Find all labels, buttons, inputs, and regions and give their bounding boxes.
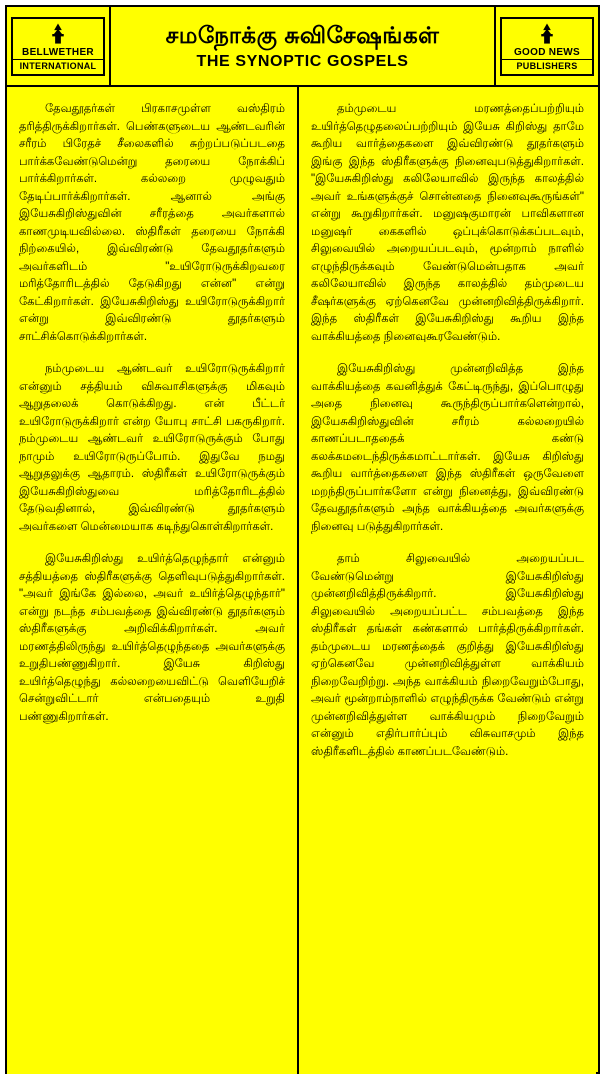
paragraph: நம்முடைய ஆண்டவர் உயிரோடுருக்கிறார் என்னும் சத்தியம் விசுவாசிகளுக்கு மிகவும் ஆறுதலைக் கொடுக்கிறது. என் பீட்டர் உயிரோடுருக்கிறார் என்ற யோபு சாட்சி பகருகிறார். நம்முடைய ஆண்டவர் உயிரோடுருக்கும் போது நாமும் உயிரோடுருப்போம். இதுவே நமது ஆறுதலுக்கு ஆதாரம். ஸ்திரீகள் உயிரோடுருக்கும் இயேசுகிறிஸ்துவை மரித்தோரிடத்தில் தேடுவதினால், இவ்விரண்டு தூதர்களும் அவர்களை மென்மையாக கடிந்துகொள்கிறார்கள். xyxy=(19,363,285,533)
paragraph: தேவதூதர்கள் பிரகாசமுள்ள வஸ்திரம் தரித்திருக்கிறார்கள். பெண்களுடைய ஆண்டவரின் சரீரம் பிரேதச் சீலைகளில் சுற்றப்படுப்படதை பார்க்கவேண்டுமென்று தரையை நோக்கிப் பார்க்கிறார்கள். கல்லறை முழுவதும் தேடிப்பார்க்கிறார்கள். ஆனால் அங்கு இயேசுகிறிஸ்துவின் சரீரத்தை அவர்களால் காணமுடியவில்லை. ஸ்திரீகள் தரையை நோக்கி நிற்கையில், இவ்விரண்டு தேவதூதர்களும் அவர்களிடம் "உயிரோடுருக்கிறவரை மரித்தோரிடத்தில் தேடுகிறது என்ன" என்று கேட்கிறார்கள். இயேசுகிறிஸ்து உயிரோடுருக்கிறார் என்று இவ்விரண்டு தூதர்களும் சாட்சிக்கொடுக்கிறார்கள். xyxy=(19,103,285,343)
column-right xyxy=(297,87,596,1074)
header-banner xyxy=(7,7,598,87)
page-title-english: THE SYNOPTIC GOSPELS xyxy=(196,52,409,70)
torch-icon xyxy=(13,21,103,47)
publisher-logo-left xyxy=(7,7,111,85)
text-body xyxy=(7,87,598,1074)
bellwether-sub: INTERNATIONAL xyxy=(13,59,103,71)
page-title-tamil: சமநோக்கு சுவிசேஷங்கள் xyxy=(165,21,440,48)
paragraph: தம்முடைய மரணத்தைப்பற்றியும் உயிர்த்தெழுதலைப்பற்றியும் இயேசு கிறிஸ்து தாமே கூறிய வார்த்தைகளை இவ்விரண்டு தூதர்களும் இங்கு இந்த ஸ்திரீகளுக்கு நினைவுபடுத்துகிறார்கள். "இயேசுகிறிஸ்து கலிலேயாவில் இருந்த காலத்தில் அவர் உங்களுக்குச் சொன்னதை நினைவுகூருங்கள்" என்று கூறுகிறார்கள். மனுஷகுமாரன் பாவிகளான மனுஷர் கைகளில் ஒப்புக்கொடுக்கப்படவும், சிலுவையில் அறையப்படவும், மூன்றாம் நாளில் எழுந்திருக்கவும் வேண்டுமென்பதாக அவர் கலிலேயாவில் இருந்த காலத்தில் தம்முடைய சீஷர்களுக்கு ஏற்கெனவே முன்னறிவித்திருக்கிறார். இந்த ஸ்திரீகள் இயேசுகிறிஸ்து கூறிய இந்த வாக்கியத்தை நினைவுகூரவேண்டும். xyxy=(311,103,584,343)
goodnews-name: GOOD NEWS xyxy=(513,46,581,58)
goodnews-sub: PUBLISHERS xyxy=(502,59,592,71)
tract-sheet xyxy=(5,5,600,1074)
goodnews-logo-box xyxy=(500,17,594,76)
paragraph: தாம் சிலுவையில் அறையப்பட வேண்டுமென்று இயேசுகிறிஸ்து முன்னறிவித்திருக்கிறார். இயேசுகிறிஸ்து சிலுவையில் அறையப்பட்ட சம்பவத்தை இந்த ஸ்திரீகள் தங்கள் கண்களால் பார்த்திருக்கிறார்கள். தம்முடைய மரணத்தைக் குறித்து இயேசுகிறிஸ்து ஏற்கெனவே முன்னறிவித்துள்ள வாக்கியம் நிறைவேறிற்று. அந்த வாக்கியம் நிறைவேறும்போது, அவர் மூன்றாம்நாளில் எழுந்திருக்க வேண்டும் என்று முன்னறிவித்துள்ள வாக்கியமும் நிறைவேறும் என்னும் எதிர்பார்ப்பும் விசுவாசமும் இந்த ஸ்திரீகளிடத்தில் காணப்படவேண்டும். xyxy=(311,553,584,758)
paragraph: இயேசுகிறிஸ்து முன்னறிவித்த இந்த வாக்கியத்தை கவனித்துக் கேட்டிருந்து, இப்பொழுது அதை நினைவு கூருந்திருப்பார்களென்றால், இயேசுகிறிஸ்துவின் சரீரம் கல்லறையில் காணப்படாததைக் கண்டு கலக்கமடைந்திருக்கமாட்டார்கள். இயேசு கிறிஸ்து கூறிய வார்த்தைகளை இந்த ஸ்திரீகள் ஒருவேளை மறந்திருப்பார்களோ என்று நினைத்து, இவ்விரண்டு தேவதூதர்களும் அந்த வாக்கியத்தை அவர்களுக்கு நினைவு படுத்துகிறார்கள். xyxy=(311,363,584,533)
bellwether-logo-box xyxy=(11,17,105,76)
column-left xyxy=(7,87,299,1074)
bellwether-name: BELLWETHER xyxy=(22,46,94,58)
title-block xyxy=(111,7,494,85)
torch-icon xyxy=(502,21,592,47)
publisher-logo-right xyxy=(494,7,598,85)
paragraph: இயேசுகிறிஸ்து உயிர்த்தெழுந்தார் என்னும் சத்தியத்தை ஸ்திரீகளுக்கு தெளிவுபடுத்துகிறார்கள். "அவர் இங்கே இல்லை, அவர் உயிர்த்தெழுந்தார்" என்று நடந்த சம்பவத்தை இவ்விரண்டு தூதர்களும் ஸ்திரீகளுக்கு அறிவிக்கிறார்கள். அவர் மரணத்திலிருந்து உயிர்த்தெழுந்ததை அவர்களுக்கு உறுதிபண்ணுகிறார். இயேசு கிறிஸ்து உயிர்த்தெழுந்து கல்லறையைவிட்டு வெளியேறிச் சென்றுவிட்டார் என்பதையும் உறுதி பண்ணுகிறார்கள். xyxy=(19,553,285,723)
